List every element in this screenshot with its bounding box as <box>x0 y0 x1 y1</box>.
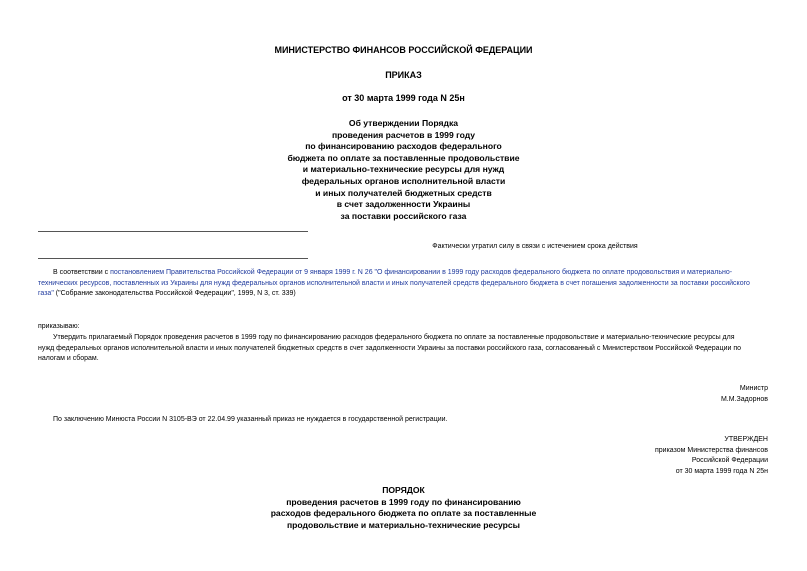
title-line: по финансированию расходов федерального <box>305 141 502 152</box>
order-paragraph <box>38 333 773 365</box>
signature-name: М.М.Задорнов <box>720 396 768 403</box>
registration-note: По заключению Минюста России N 3105-ВЭ от 22.04.99 указанный приказ не нуждается в государственной регистрации. <box>53 416 448 423</box>
document-title <box>0 118 807 222</box>
procedure-title: ПОРЯДОК <box>382 485 425 495</box>
procedure-line: расходов федерального бюджета по оплате за поставленные <box>270 508 537 519</box>
government-decree-link-cont[interactable]: технических ресурсов, поставленных из Украины для нужд федеральных органов исполнительной власти и иных получателей средств федерального бюджета в счет погашения задолженности за поставки российского <box>38 279 750 287</box>
title-line: и материально-технические ресурсы для нужд <box>302 164 505 175</box>
title-line: в счет задолженности Украины <box>336 199 471 210</box>
procedure-line: проведения расчетов в 1999 году по финансированию <box>286 496 521 507</box>
approval-block <box>520 435 768 477</box>
ministry-heading: МИНИСТЕРСТВО ФИНАНСОВ РОССИЙСКОЙ ФЕДЕРАЦИИ <box>274 45 533 55</box>
approval-line: УТВЕРЖДЕН <box>724 436 768 443</box>
signature-position: Министр <box>739 385 768 392</box>
title-line: Об утверждении Порядка <box>348 118 459 128</box>
order-line: Утвердить прилагаемый Порядок проведения расчетов в 1999 году по финансированию расходов федерального бюджета по оплате за поставленные продовольствие и материально-технические ресурсы для <box>53 334 735 341</box>
approval-line: приказом Министерства финансов <box>654 446 768 454</box>
procedure-heading <box>0 485 807 531</box>
order-line: налогам и сборам. <box>38 355 99 362</box>
title-line: за поставки российского газа <box>340 210 467 221</box>
title-line: федеральных органов исполнительной власти <box>301 175 506 186</box>
approval-line: от 30 марта 1999 года N 25н <box>675 467 768 475</box>
preamble-lead: В соответствии с <box>53 269 111 276</box>
status-note: Фактически утратил силу в связи с истечением срока действия <box>432 243 638 250</box>
title-line: проведения расчетов в 1999 году <box>331 129 476 140</box>
government-decree-link-end[interactable]: газа" <box>38 290 54 297</box>
approval-line: Российской Федерации <box>691 457 768 464</box>
preamble-paragraph <box>38 268 773 300</box>
procedure-line: продовольствие и материально-технические ресурсы <box>286 519 521 530</box>
preamble-tail: ("Собрание законодательства Российской Федерации", 1999, N 3, ст. 339) <box>53 290 296 297</box>
order-line: нужд федеральных органов исполнительной власти и иных получателей бюджетных средств в счет задолженности Украины за поставки российского газа, согласованный с Министерством Российской Федерации по <box>38 344 742 352</box>
doc-date-number: от 30 марта 1999 года N 25н <box>342 93 465 103</box>
order-word: приказываю: <box>38 323 80 330</box>
title-line: и иных получателей бюджетных средств <box>315 187 492 198</box>
doc-type-heading: ПРИКАЗ <box>385 70 422 80</box>
divider-bottom <box>38 258 308 259</box>
divider-top <box>38 231 308 232</box>
title-line: бюджета по оплате за поставленные продовольствие <box>287 152 520 163</box>
government-decree-link[interactable]: постановлением Правительства Российской Федерации от 9 января 1999 г. N 26 "О финансировании в 1999 году расходов федерального бюджета по оплате продовольствия и материально- <box>110 269 733 276</box>
